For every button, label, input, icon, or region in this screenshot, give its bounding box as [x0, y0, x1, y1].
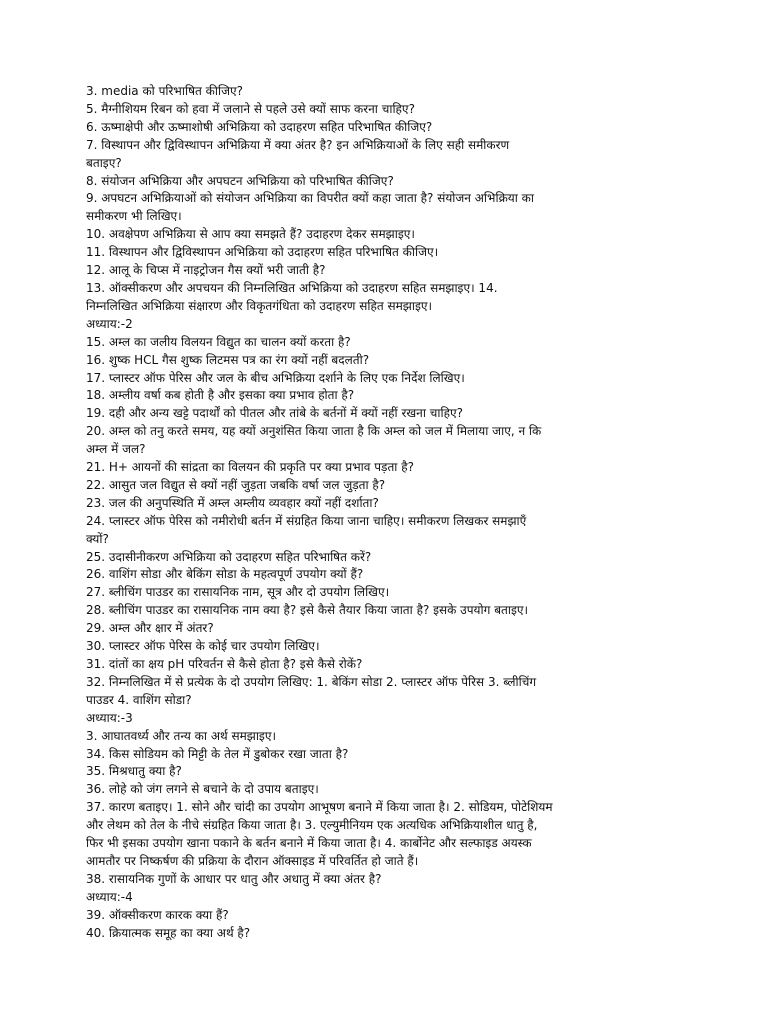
question-line: 21. H+ आयनों की सांद्रता का विलयन की प्रकृति पर क्या प्रभाव पड़ता है?: [86, 460, 414, 475]
question-line: 8. संयोजन अभिक्रिया और अपघटन अभिक्रिया को परिभाषित कीजिए?: [86, 173, 394, 188]
question-line: 12. आलू के चिप्स में नाइट्रोजन गैस क्यों भरी जाती है?: [86, 263, 326, 278]
question-line: 26. वाशिंग सोडा और बेकिंग सोडा के महत्वपूर्ण उपयोग क्यों हैं?: [86, 567, 364, 582]
question-line: 35. मिश्रधातु क्या है?: [86, 764, 182, 779]
question-line: समीकरण भी लिखिए।: [86, 209, 182, 224]
question-line: 3. आघातवर्ध्य और तन्य का अर्थ समझाइए।: [86, 728, 277, 743]
question-line: 34. किस सोडियम को मिट्टी के तेल में डुबोकर रखा जाता है?: [86, 746, 349, 761]
question-line: 20. अम्ल को तनु करते समय, यह क्यों अनुशंसित किया जाता है कि अम्ल को जल में मिलाया जाए, न कि: [86, 424, 542, 439]
question-line: 29. अम्ल और क्षार में अंतर?: [86, 621, 214, 636]
question-line: फिर भी इसका उपयोग खाना पकाने के बर्तन बनाने में किया जाता है। 4. कार्बोनेट और सल्फाइड अयस्क: [86, 836, 532, 851]
question-line: 6. ऊष्माक्षेपी और ऊष्माशोषी अभिक्रिया को उदाहरण सहित परिभाषित कीजिए?: [86, 119, 433, 134]
question-line: 38. रासायनिक गुणों के आधार पर धातु और अधातु में क्या अंतर है?: [86, 871, 382, 886]
question-line: 18. अम्लीय वर्षा कब होती है और इसका क्या प्रभाव होता है?: [86, 388, 355, 403]
question-line: 7. विस्थापन और द्विविस्थापन अभिक्रिया में क्या अंतर है? इन अभिक्रियाओं के लिए सही समीकरण: [86, 137, 510, 152]
question-line: 9. अपघटन अभिक्रियाओं को संयोजन अभिक्रिया का विपरीत क्यों कहा जाता है? संयोजन अभिक्रिया का: [86, 191, 535, 206]
question-line: 13. ऑक्सीकरण और अपचयन की निम्नलिखित अभिक्रिया को उदाहरण सहित समझाइए। 14.: [86, 280, 498, 295]
question-line: 39. ऑक्सीकरण कारक क्या हैं?: [86, 907, 229, 922]
question-line: 25. उदासीनीकरण अभिक्रिया को उदाहरण सहित परिभाषित करें?: [86, 549, 372, 564]
question-line: 27. ब्लीचिंग पाउडर का रासायनिक नाम, सूत्र और दो उपयोग लिखिए।: [86, 585, 390, 600]
question-list: [86, 83, 686, 943]
question-line: 5. मैग्नीशियम रिबन को हवा में जलाने से पहले उसे क्यों साफ करना चाहिए?: [86, 101, 415, 116]
question-line: 23. जल की अनुपस्थिति में अम्ल अम्लीय व्यवहार क्यों नहीं दर्शाता?: [86, 495, 379, 510]
question-line: निम्नलिखित अभिक्रिया संक्षारण और विकृतगंधिता को उदाहरण सहित समझाइए।: [86, 298, 433, 313]
question-line: 22. आसुत जल विद्युत से क्यों नहीं जुड़ता जबकि वर्षा जल जुड़ता है?: [86, 477, 386, 492]
question-line: 37. कारण बताइए। 1. सोने और चांदी का उपयोग आभूषण बनाने में किया जाता है। 2. सोडियम, पोटेशियम: [86, 800, 553, 815]
question-line: 10. अवक्षेपण अभिक्रिया से आप क्या समझते हैं? उदाहरण देकर समझाइए।: [86, 227, 415, 242]
question-line: 31. दांतों का क्षय pH परिवर्तन से कैसे होता है? इसे कैसे रोकें?: [86, 657, 363, 671]
question-line: 30. प्लास्टर ऑफ पेरिस के कोई चार उपयोग लिखिए।: [86, 639, 320, 654]
question-line: क्यों?: [86, 531, 109, 546]
chapter-heading: अध्याय:-4: [86, 889, 133, 904]
question-line: 36. लोहे को जंग लगने से बचाने के दो उपाय बताइए।: [86, 782, 319, 797]
question-line: आमतौर पर निष्कर्षण की प्रक्रिया के दौरान ऑक्साइड में परिवर्तित हो जाते हैं।: [86, 853, 419, 868]
question-line: 19. दही और अन्य खट्टे पदार्थों को पीतल और तांबे के बर्तनों में क्यों नहीं रखना चाहिए?: [86, 406, 463, 421]
question-line: 3. media को परिभाषित कीजिए?: [86, 84, 244, 98]
question-line: अम्ल में जल?: [86, 442, 146, 457]
question-line: 24. प्लास्टर ऑफ पेरिस को नमीरोधी बर्तन में संग्रहित किया जाना चाहिए। समीकरण लिखकर समझाएँ: [86, 513, 527, 528]
question-line: 17. प्लास्टर ऑफ पेरिस और जल के बीच अभिक्रिया दर्शाने के लिए एक निर्देश लिखिए।: [86, 370, 465, 385]
chapter-heading: अध्याय:-2: [86, 316, 133, 331]
question-line: 40. क्रियात्मक समूह का क्या अर्थ है?: [86, 925, 251, 940]
question-line: 11. विस्थापन और द्विविस्थापन अभिक्रिया को उदाहरण सहित परिभाषित कीजिए।: [86, 245, 439, 260]
chapter-heading: अध्याय:-3: [86, 710, 133, 725]
question-line: पाउडर 4. वाशिंग सोडा?: [86, 692, 192, 707]
question-line: 28. ब्लीचिंग पाउडर का रासायनिक नाम क्या है? इसे कैसे तैयार किया जाता है? इसके उपयोग बताइए।: [86, 603, 529, 618]
question-line: 16. शुष्क HCL गैस शुष्क लिटमस पत्र का रंग क्यों नहीं बदलती?: [86, 352, 370, 367]
question-line: 32. निम्नलिखित में से प्रत्येक के दो उपयोग लिखिए: 1. बेकिंग सोडा 2. प्लास्टर ऑफ पेरिस 3. ब्लीचिंग: [86, 674, 537, 689]
question-line: बताइए?: [86, 155, 122, 170]
question-line: 15. अम्ल का जलीय विलयन विद्युत का चालन क्यों करता है?: [86, 334, 351, 349]
question-line: और लेथम को तेल के नीचे संग्रहित किया जाता है। 3. एल्युमीनियम एक अत्यधिक अभिक्रियाशील धातु है,: [86, 818, 538, 833]
